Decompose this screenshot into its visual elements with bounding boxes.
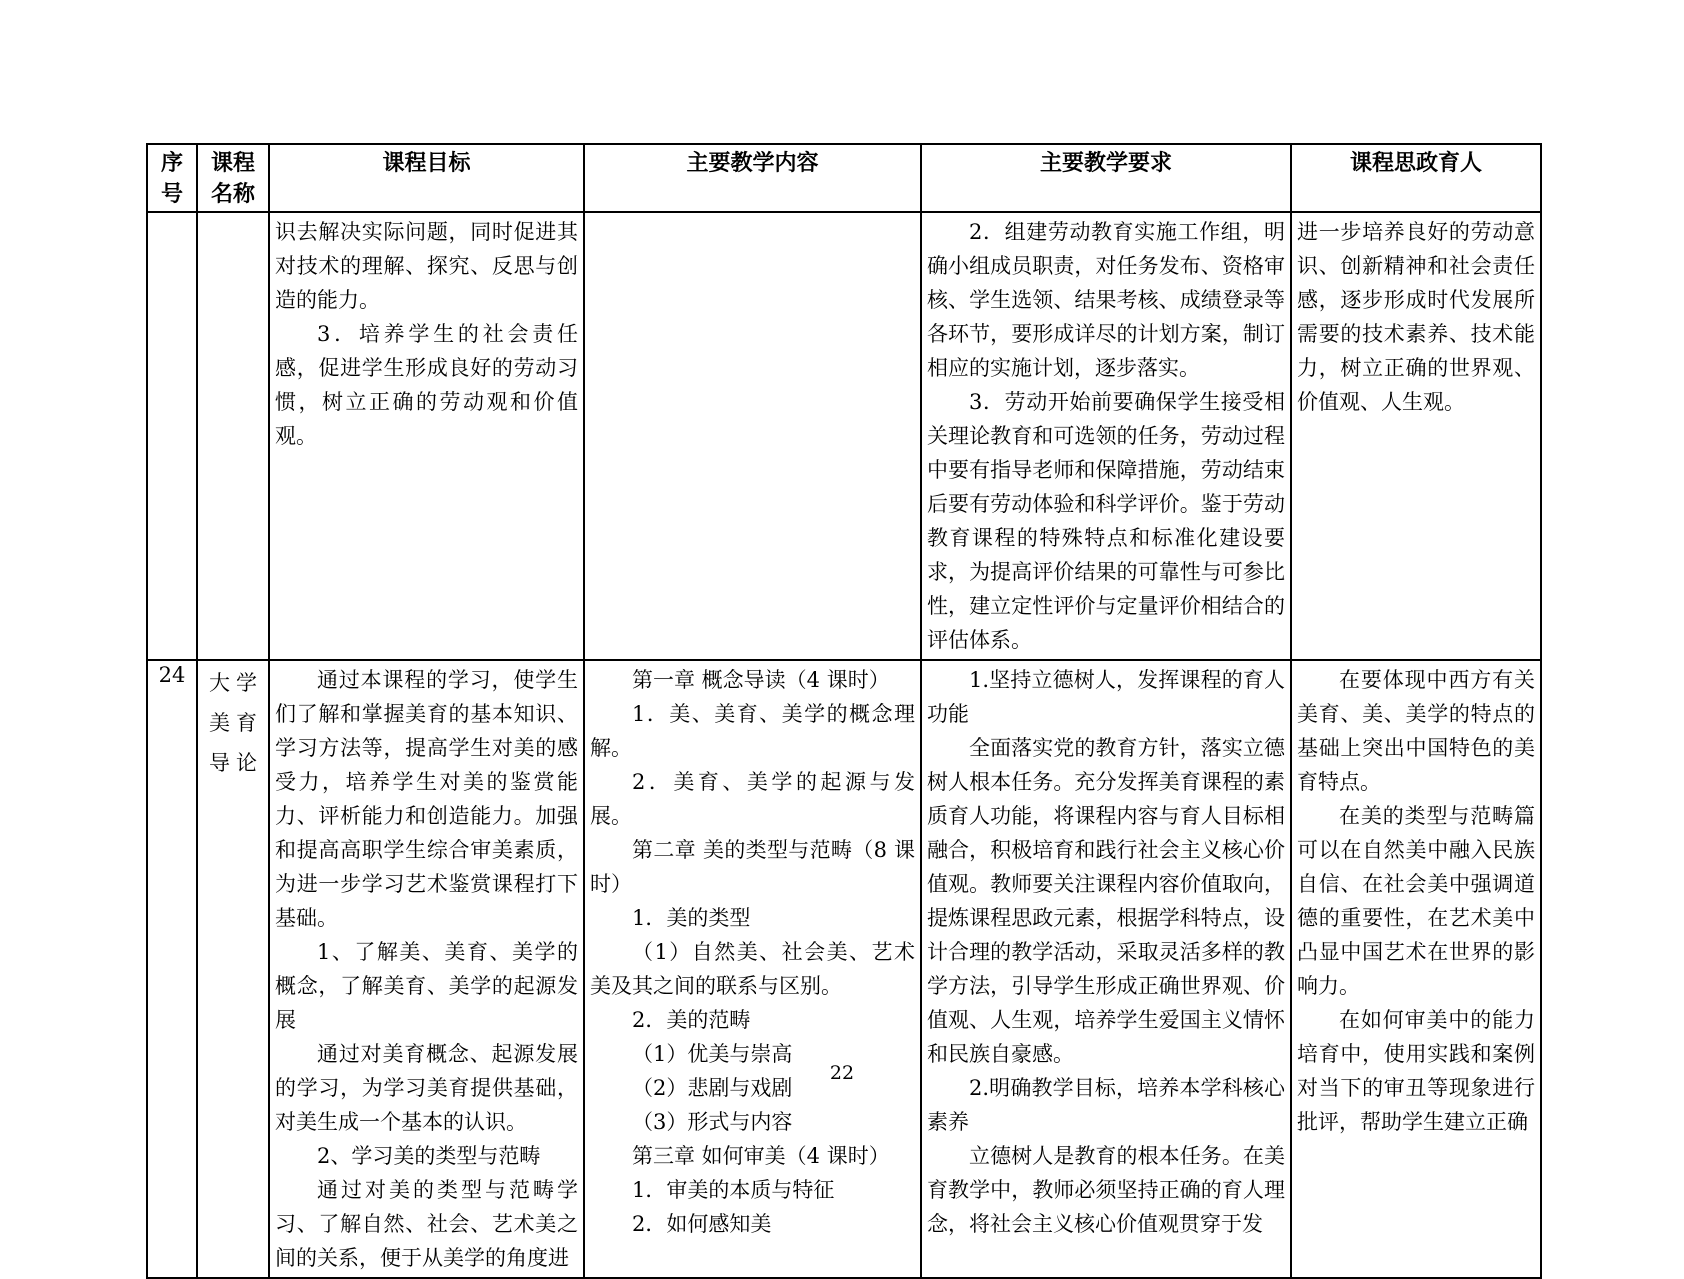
content-cell: [584, 660, 921, 1278]
paragraph: 在如何审美中的能力培育中，使用实践和案例对当下的审丑等现象进行批评，帮助学生建立正确: [1297, 1008, 1535, 1134]
paragraph: （1）自然美、社会美、艺术美及其之间的联系与区别。: [590, 940, 915, 998]
col-header-objectives: 课程目标: [269, 144, 584, 212]
paragraph: 通过对美的类型与范畴学习、了解自然、社会、艺术美之间的关系，便于从美学的角度进: [275, 1178, 578, 1270]
paragraph: 第一章 概念导读（4 课时）: [632, 668, 890, 692]
paragraph: 全面落实党的教育方针，落实立德树人根本任务。充分发挥美育课程的素质育人功能，将课程内容与育人目标相融合，积极培育和践行社会主义核心价值观。教师要关注课程内容价值取向，提炼课程思政元素，根据学科特点，设计合理的教学活动，采取灵活多样的教学方法，引导学生形成正确世界观、价值观、人生观，培养学生爱国主义情怀和民族自豪感。: [927, 736, 1285, 1066]
paragraph: （3）形式与内容: [632, 1110, 793, 1134]
paragraph: 1．美、美育、美学的概念理解。: [590, 702, 915, 760]
paragraph: 第三章 如何审美（4 课时）: [632, 1144, 890, 1168]
header-line: 序: [160, 150, 183, 175]
paragraph: 在要体现中西方有关美育、美、美学的特点的基础上突出中国特色的美育特点。: [1297, 668, 1535, 794]
course-name-line: 大 学: [209, 671, 257, 695]
col-header-requirements: 主要教学要求: [921, 144, 1291, 212]
paragraph: 2.明确教学目标，培养本学科核心素养: [927, 1076, 1285, 1134]
paragraph: 进一步培养良好的劳动意识、创新精神和社会责任感，逐步形成时代发展所需要的技术素养、技术能力，树立正确的世界观、价值观、人生观。: [1297, 220, 1535, 414]
paragraph: 1．美的类型: [632, 906, 751, 930]
table-row-continuation: [147, 212, 1541, 660]
paragraph: 在美的类型与范畴篇可以在自然美中融入民族自信、在社会美中强调道德的重要性，在艺术美中凸显中国艺术在世界的影响力。: [1297, 804, 1535, 998]
col-header-ideology: 课程思政育人: [1291, 144, 1541, 212]
paragraph: 2、学习美的类型与范畴: [317, 1144, 541, 1168]
seq-cell: [147, 212, 197, 660]
paragraph: 2．组建劳动教育实施工作组，明确小组成员职责，对任务发布、资格审核、学生选领、结果考核、成绩登录等各环节，要形成详尽的计划方案，制订相应的实施计划，逐步落实。: [927, 220, 1285, 380]
paragraph: 3．劳动开始前要确保学生接受相关理论教育和可选领的任务，劳动过程中要有指导老师和保障措施，劳动结束后要有劳动体验和科学评价。鉴于劳动教育课程的特殊特点和标准化建设要求，为提高评价结果的可靠性与可参比性，建立定性评价与定量评价相结合的评估体系。: [927, 390, 1285, 652]
header-line: 课程: [210, 150, 255, 175]
objectives-cell: [269, 660, 584, 1278]
paragraph: 3．培养学生的社会责任感，促进学生形成良好的劳动习惯，树立正确的劳动观和价值观。: [275, 322, 578, 448]
seq-cell: 24: [147, 660, 197, 1278]
requirements-cell: [921, 660, 1291, 1278]
paragraph: 2．如何感知美: [632, 1212, 772, 1236]
curriculum-table: [146, 143, 1542, 1279]
paragraph: （1）优美与崇高: [632, 1042, 793, 1066]
header-line: 号: [160, 181, 183, 206]
header-row: [147, 144, 1541, 212]
col-header-seq: [147, 144, 197, 212]
requirements-cell: [921, 212, 1291, 660]
course-name-cell: [197, 660, 269, 1278]
paragraph: 1.坚持立德树人，发挥课程的育人功能: [927, 668, 1285, 726]
col-header-content: 主要教学内容: [584, 144, 921, 212]
paragraph: 1．审美的本质与特征: [632, 1178, 835, 1202]
course-name-line: 美 育: [209, 711, 257, 735]
paragraph: 通过对美育概念、起源发展的学习，为学习美育提供基础，对美生成一个基本的认识。: [275, 1042, 578, 1134]
col-header-course-name: [197, 144, 269, 212]
paragraph: 2．美育、美学的起源与发展。: [590, 770, 915, 828]
ideology-cell: [1291, 660, 1541, 1278]
page-number: 22: [829, 1062, 855, 1084]
paragraph: 1、了解美、美育、美学的概念，了解美育、美学的起源发展: [275, 940, 578, 1032]
header-line: 名称: [210, 181, 255, 206]
course-name-cell: [197, 212, 269, 660]
paragraph: 识去解决实际问题，同时促进其对技术的理解、探究、反思与创造的能力。: [275, 220, 578, 312]
course-name-line: 导 论: [209, 751, 257, 775]
paragraph: 通过本课程的学习，使学生们了解和掌握美育的基本知识、学习方法等，提高学生对美的感受力，培养学生对美的鉴赏能力、评析能力和创造能力。加强和提高高职学生综合审美素质，为进一步学习艺术鉴赏课程打下基础。: [275, 668, 578, 930]
paragraph: 第二章 美的类型与范畴（8 课时）: [590, 838, 915, 896]
objectives-cell: [269, 212, 584, 660]
table-row-24: [147, 660, 1541, 1278]
paragraph: 2．美的范畴: [632, 1008, 751, 1032]
content-cell: [584, 212, 921, 660]
ideology-cell: [1291, 212, 1541, 660]
paragraph: （2）悲剧与戏剧: [632, 1076, 793, 1100]
paragraph: 立德树人是教育的根本任务。在美育教学中，教师必须坚持正确的育人理念，将社会主义核心价值观贯穿于发: [927, 1144, 1285, 1236]
